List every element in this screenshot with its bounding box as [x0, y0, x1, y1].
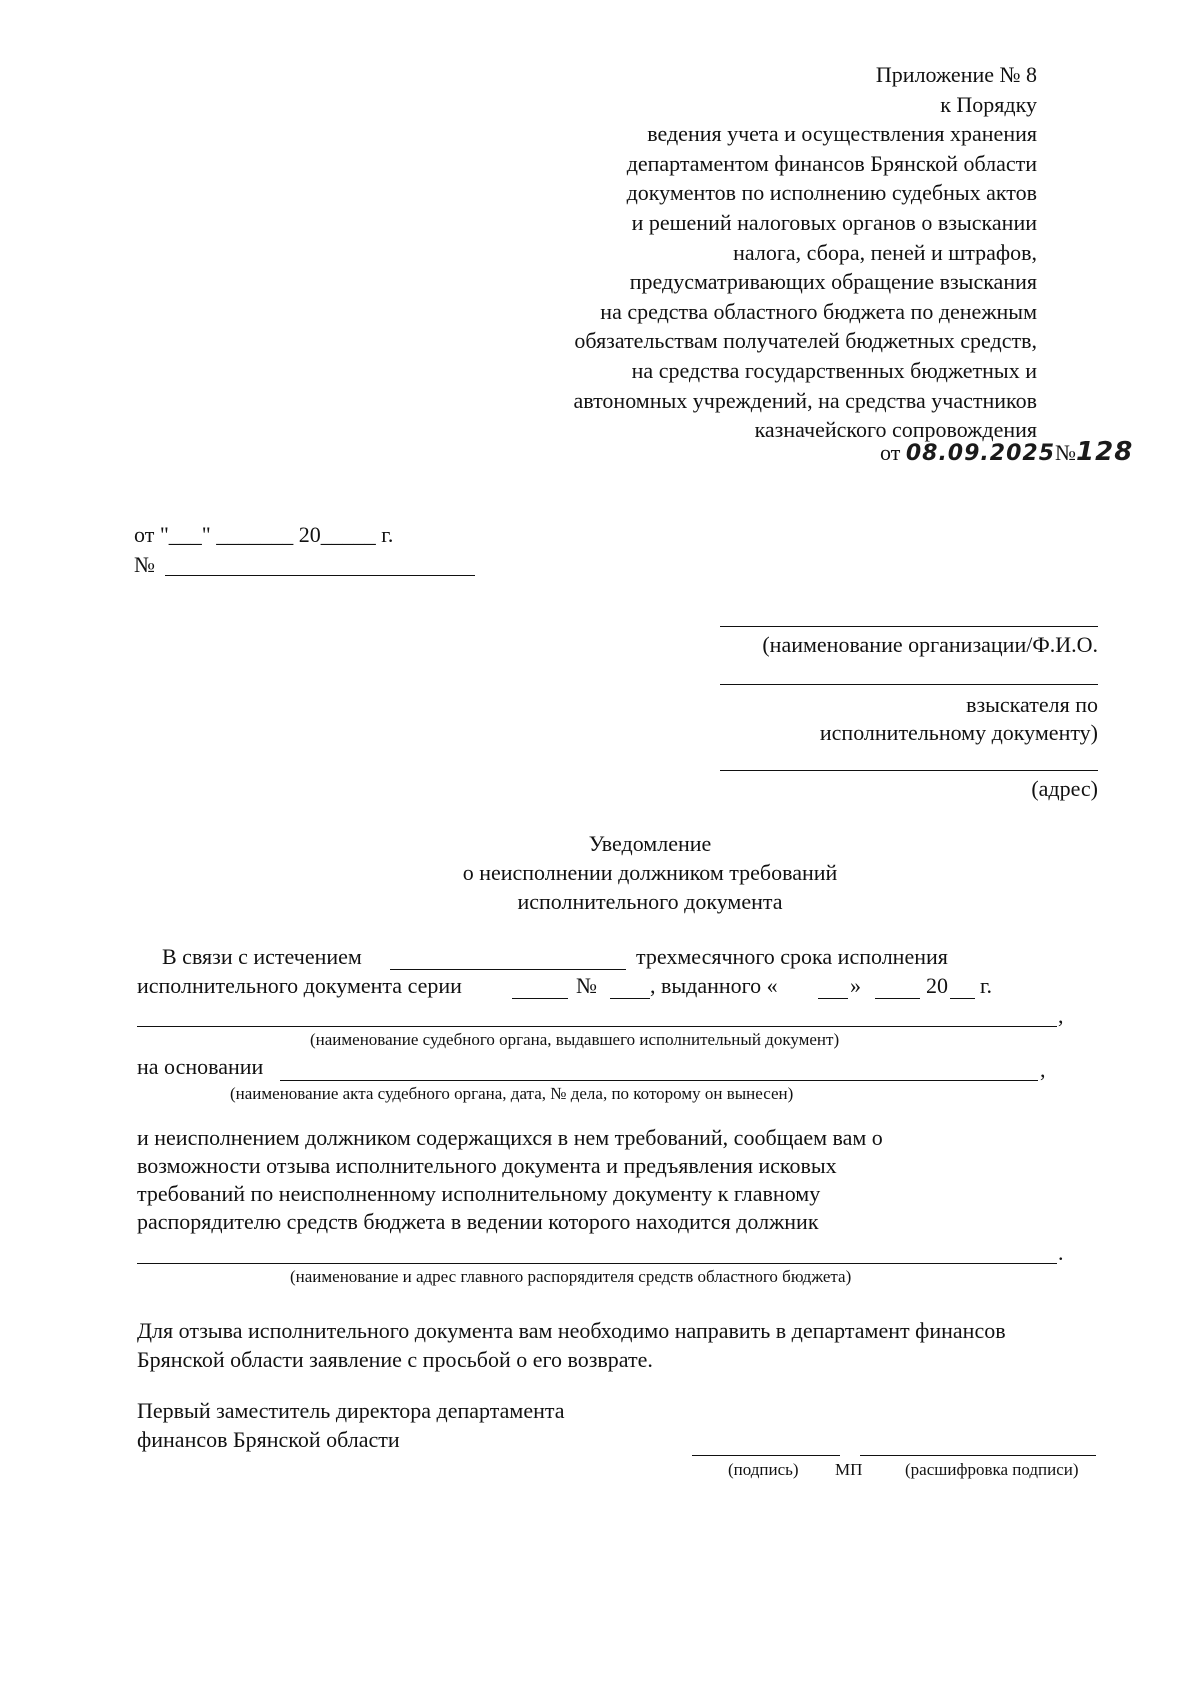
appendix-line: предусматривающих обращение взыскания: [629, 269, 1037, 295]
basis-label: на основании: [137, 1054, 264, 1079]
recipient-caption-name: (наименование организации/Ф.И.О.: [762, 632, 1098, 657]
signer-position-1: Первый заместитель директора департамента: [137, 1398, 565, 1423]
notice-subtitle-1: о неисполнении должником требований: [462, 860, 838, 885]
recipient-caption-address: (адрес): [1031, 776, 1098, 801]
blank-series: [512, 998, 568, 999]
blank-month: [875, 998, 920, 999]
comma-3: .: [1058, 1240, 1064, 1265]
body-line-2a: исполнительного документа серии: [137, 973, 462, 998]
appendix-line: к Порядку: [940, 91, 1037, 117]
handwritten-number: 128: [1076, 437, 1134, 467]
para2-line: требований по неисполненному исполнительному документу к главному: [137, 1181, 821, 1206]
signature-decode-blank: [860, 1455, 1096, 1456]
appendix-line: департаментом финансов Брянской области: [626, 150, 1037, 176]
para3-line: Для отзыва исполнительного документа вам необходимо направить в департамент финансов: [137, 1318, 1006, 1343]
appendix-line: автономных учреждений, на средства участников: [573, 387, 1037, 413]
recipient-address-blank: [720, 770, 1098, 771]
notice-title: Уведомление: [588, 831, 712, 856]
blank-year: [950, 998, 975, 999]
comma-2: ,: [1040, 1057, 1046, 1082]
hint-manager: (наименование и адрес главного распорядителя средств областного бюджета): [290, 1267, 852, 1286]
appendix-date-line: [880, 437, 1133, 467]
appendix-line: документов по исполнению судебных актов: [626, 180, 1037, 206]
appendix-line: ведения учета и осуществления хранения: [647, 121, 1037, 147]
appendix-line: Приложение № 8: [875, 62, 1037, 87]
body-line-1a: В связи с истечением: [162, 944, 362, 969]
blank-day: [818, 998, 848, 999]
body-year-suffix: г.: [980, 973, 993, 998]
recipient-caption-doc: исполнительному документу): [819, 720, 1098, 745]
body-number-label: №: [576, 973, 597, 998]
signature-blank: [692, 1455, 840, 1456]
comma: ,: [1058, 1003, 1064, 1028]
appendix-line: на средства областного бюджета по денежным: [600, 298, 1037, 324]
blank-court: [137, 1026, 1057, 1027]
signer-position-2: финансов Брянской области: [137, 1427, 400, 1452]
appendix-header: [437, 60, 1037, 445]
handwritten-date: 08.09.2025: [905, 441, 1056, 466]
body-quote-close: »: [850, 973, 861, 998]
blank-number: [610, 998, 650, 999]
appendix-line: на средства государственных бюджетных и: [631, 357, 1037, 383]
appendix-line: налога, сбора, пеней и штрафов,: [733, 239, 1037, 265]
appendix-number-label: №: [1055, 440, 1077, 465]
appendix-line: казначейского сопровождения: [754, 417, 1037, 443]
appendix-line: и решений налоговых органов о взыскании: [631, 209, 1037, 235]
body-year-prefix: 20: [926, 973, 948, 998]
blank-act: [280, 1080, 1038, 1081]
decode-label: (расшифровка подписи): [905, 1460, 1079, 1479]
body-line-1b: трехмесячного срока исполнения: [636, 944, 948, 969]
blank-manager: [137, 1263, 1057, 1264]
body-issued: , выданного «: [650, 973, 778, 998]
recipient-caption-collector: взыскателя по: [966, 692, 1098, 717]
doc-date-line: от "___" _______ 20_____ г.: [134, 522, 394, 547]
para2-line: распорядителю средств бюджета в ведении которого находится должник: [137, 1209, 819, 1234]
hint-act: (наименование акта судебного органа, дата, № дела, по которому он вынесен): [230, 1084, 794, 1103]
appendix-from-label: от: [880, 440, 901, 465]
appendix-line: обязательствам получателей бюджетных средств,: [574, 328, 1037, 354]
blank-expiry: [390, 969, 626, 970]
para2-line: и неисполнением должником содержащихся в нем требований, сообщаем вам о: [137, 1125, 883, 1150]
recipient-name-blank-2: [720, 684, 1098, 685]
stamp-label: МП: [835, 1460, 863, 1479]
doc-number-blank: [165, 575, 475, 576]
para3-line: Брянской области заявление с просьбой о его возврате.: [137, 1347, 653, 1372]
hint-court: (наименование судебного органа, выдавшего исполнительный документ): [310, 1030, 840, 1049]
doc-number-label: №: [134, 552, 155, 577]
recipient-name-blank: [720, 626, 1098, 627]
notice-subtitle-2: исполнительного документа: [517, 889, 783, 914]
signature-label: (подпись): [728, 1460, 799, 1479]
para2-line: возможности отзыва исполнительного документа и предъявления исковых: [137, 1153, 837, 1178]
